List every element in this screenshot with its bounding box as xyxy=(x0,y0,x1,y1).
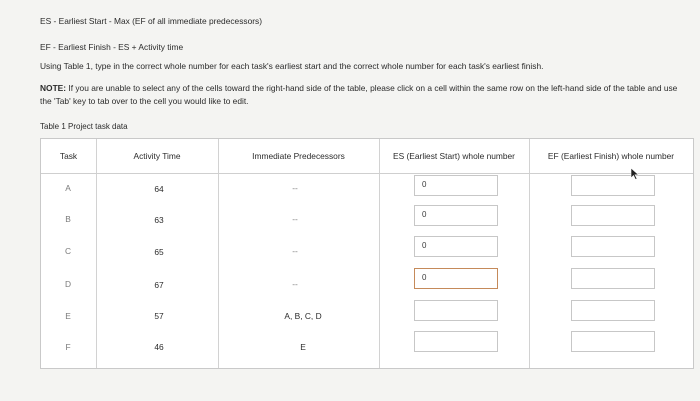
table-caption: Table 1 Project task data xyxy=(40,122,128,131)
formula-es: ES - Earliest Start - Max (EF of all immediate predecessors) xyxy=(40,16,263,26)
header-es: ES (Earliest Start) whole number xyxy=(393,151,515,161)
ef-input-row-a[interactable] xyxy=(571,175,655,196)
instruction-text: Using Table 1, type in the correct whole number for each task's earliest start and the correct whole number for each task's earliest finish. xyxy=(40,61,544,71)
task-cell: B xyxy=(65,214,71,224)
task-cell: A xyxy=(65,183,71,193)
activity-time-cell: 64 xyxy=(154,184,164,194)
predecessor-cell: -- xyxy=(292,246,298,256)
predecessor-cell: -- xyxy=(292,214,298,224)
ef-input-row-b[interactable] xyxy=(571,205,655,226)
es-input-row-b[interactable]: 0 xyxy=(414,205,498,226)
predecessor-cell: -- xyxy=(292,279,298,289)
activity-time-cell: 46 xyxy=(154,342,164,352)
header-ef: EF (Earliest Finish) whole number xyxy=(547,151,675,161)
es-input-row-a[interactable]: 0 xyxy=(414,175,498,196)
note-text xyxy=(40,82,690,108)
predecessor-cell: E xyxy=(300,342,306,352)
task-cell: E xyxy=(65,311,71,321)
es-input-row-f[interactable] xyxy=(414,331,498,352)
note-body: If you are unable to select any of the cells toward the right-hand side of the table, please click on a cell within the same row on the left-hand side of the table and use the 'Tab' key to tab over to the cell you would like to edit. xyxy=(40,83,678,106)
activity-time-cell: 57 xyxy=(154,311,164,321)
header-predecessors: Immediate Predecessors xyxy=(252,151,345,161)
ef-input-row-c[interactable] xyxy=(571,236,655,257)
ef-input-row-d[interactable] xyxy=(571,268,655,289)
formula-ef: EF - Earliest Finish - ES + Activity time xyxy=(40,42,184,52)
predecessor-cell: -- xyxy=(292,183,298,193)
project-task-table xyxy=(40,138,694,369)
mouse-pointer-icon xyxy=(630,168,640,180)
activity-time-cell: 67 xyxy=(154,280,164,290)
predecessor-cell: A, B, C, D xyxy=(284,311,322,321)
header-task: Task xyxy=(59,151,78,161)
es-input-row-c[interactable]: 0 xyxy=(414,236,498,257)
task-cell: F xyxy=(65,342,71,352)
task-cell: C xyxy=(64,246,72,256)
header-activity-time: Activity Time xyxy=(133,151,181,161)
ef-input-row-f[interactable] xyxy=(571,331,655,352)
task-cell: D xyxy=(64,279,72,289)
activity-time-cell: 65 xyxy=(154,247,164,257)
note-label: NOTE: xyxy=(40,83,67,93)
activity-time-cell: 63 xyxy=(154,215,164,225)
ef-input-row-e[interactable] xyxy=(571,300,655,321)
es-input-row-d[interactable]: 0 xyxy=(414,268,498,289)
es-input-row-e[interactable] xyxy=(414,300,498,321)
